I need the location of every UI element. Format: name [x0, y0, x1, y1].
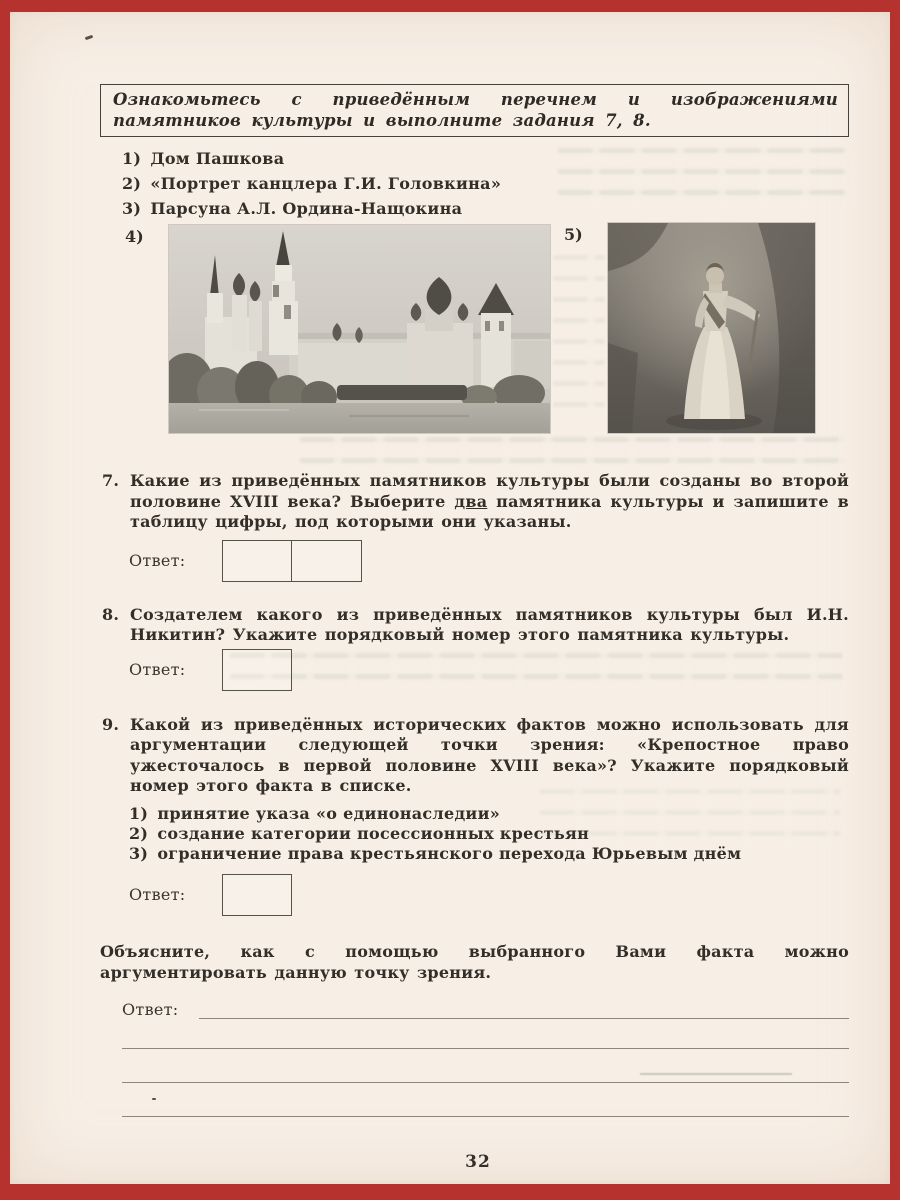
- list-item-text: «Портрет канцлера Г.И. Головкина»: [150, 174, 502, 193]
- answer-label: Ответ:: [122, 999, 179, 1019]
- question-9-answer-box[interactable]: [222, 874, 292, 916]
- list-item-number: 1): [122, 149, 142, 168]
- option-text: ограничение права крестьянского перехода Юрьевым днём: [157, 843, 742, 863]
- monuments-list: [122, 146, 849, 221]
- option-number: 2): [129, 823, 149, 843]
- question-9-options: [129, 804, 849, 864]
- question-8: [100, 605, 849, 646]
- answer-cell-2[interactable]: [292, 540, 362, 582]
- option-item: [129, 824, 849, 844]
- question-9-text: Какой из приведённых исторических фактов можно использовать для аргументации следующей точки зрения: «Крепостное право ужесточалось в первой половине XVIII века»? Укажите порядковый номер этого факта в списке.: [130, 714, 849, 795]
- answer-write-line[interactable]: [122, 1083, 849, 1117]
- instruction-text: Ознакомьтесь с приведённым перечнем и изображениями памятников культуры и выполните задания 7, 8.: [113, 90, 838, 130]
- question-7-answer-table: [222, 540, 362, 582]
- list-item: [122, 196, 849, 221]
- portrait-photo-graphic: [608, 223, 815, 433]
- option-number: 1): [129, 803, 149, 823]
- list-item-number: 3): [122, 199, 142, 218]
- list-item-text: Парсуна А.Л. Ордина-Нащокина: [150, 199, 463, 218]
- figure-4-monastery-photo: [169, 225, 550, 433]
- ink-speck: [85, 35, 94, 40]
- option-text: создание категории посессионных крестьян: [157, 823, 590, 843]
- list-item: [122, 146, 849, 171]
- question-8-text: Создателем какого из приведённых памятников культуры был И.Н. Никитин? Укажите порядковый номер этого памятника культуры.: [130, 604, 849, 644]
- page-content: [100, 84, 849, 1117]
- page-number: 32: [465, 1152, 491, 1172]
- question-9-answer-row: [129, 874, 849, 916]
- option-text: принятие указа «о единонаследии»: [157, 803, 501, 823]
- answer-write-line[interactable]: [122, 1019, 849, 1049]
- question-8-number: 8.: [102, 604, 120, 624]
- answer-write-line[interactable]: [122, 1049, 849, 1083]
- question-7-text-before: Какие из приведённых памятников культуры были созданы во второй половине XVIII века? Выберите: [130, 471, 849, 511]
- list-item-number: 2): [122, 174, 142, 193]
- question-7: [100, 471, 849, 533]
- option-item: [129, 844, 849, 864]
- question-7-number: 7.: [102, 471, 120, 490]
- list-item: [122, 171, 849, 196]
- question-7-emphasis: два: [454, 491, 488, 511]
- question-8-answer-row: [129, 649, 849, 691]
- list-item-text: Дом Пашкова: [150, 149, 285, 168]
- figure-5-label: 5): [564, 225, 583, 244]
- figures-row: [100, 223, 849, 435]
- answer-label: Ответ:: [129, 885, 186, 904]
- question-9: [100, 715, 849, 797]
- answer-write-line[interactable]: [199, 1001, 850, 1019]
- answer-ruled-lines: [122, 1019, 849, 1117]
- question-7-answer-row: [129, 540, 849, 582]
- explain-text: Объясните, как с помощью выбранного Вами факта можно аргументировать данную точку зрения.: [100, 941, 849, 982]
- question-7-text-after: памятника культуры и запишите в таблицу цифры, под которыми они указаны.: [130, 491, 849, 531]
- answer-cell-1[interactable]: [222, 540, 292, 582]
- question-8-answer-box[interactable]: [222, 649, 292, 691]
- page: [10, 12, 890, 1184]
- figure-5-portrait-photo: [608, 223, 815, 433]
- option-number: 3): [129, 843, 149, 863]
- explain-prompt: [100, 941, 849, 984]
- explain-answer-row: [122, 999, 849, 1019]
- option-item: [129, 804, 849, 824]
- instruction-box: [100, 84, 849, 137]
- monastery-photo-graphic: [169, 225, 550, 433]
- question-9-number: 9.: [102, 714, 120, 734]
- answer-label: Ответ:: [129, 660, 186, 679]
- answer-label: Ответ:: [129, 551, 186, 570]
- figure-4-label: 4): [125, 227, 144, 246]
